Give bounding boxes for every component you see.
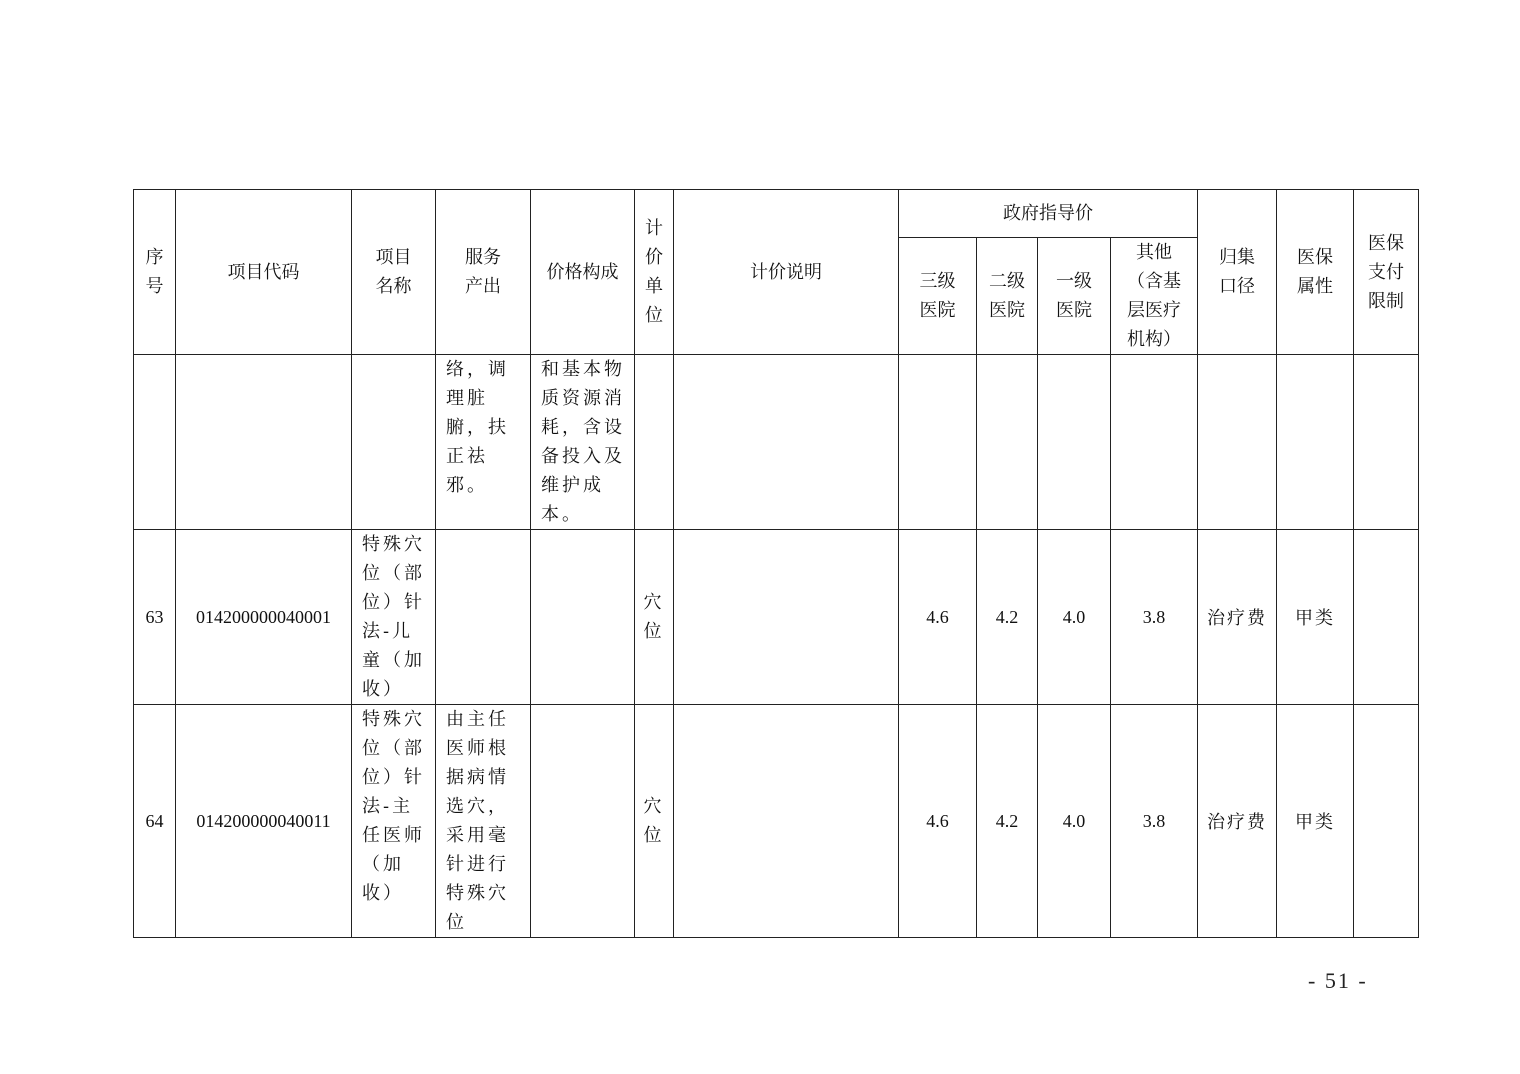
cell-seq: 64 bbox=[134, 705, 176, 938]
header-insurance-attr: 医保属性 bbox=[1277, 190, 1354, 355]
table-row bbox=[134, 530, 1419, 705]
cell-code bbox=[176, 355, 352, 530]
cell-service: 络，调理脏腑，扶正祛邪。 bbox=[436, 355, 531, 530]
cell-insurance-limit bbox=[1354, 705, 1419, 938]
cell-insurance-limit bbox=[1354, 355, 1419, 530]
header-row-1 bbox=[134, 190, 1419, 238]
cell-level2 bbox=[977, 355, 1038, 530]
cell-name: 特殊穴位（部位）针法-儿童（加收） bbox=[352, 530, 436, 705]
header-level2: 二级医院 bbox=[977, 238, 1038, 355]
cell-pricing-note bbox=[674, 705, 899, 938]
header-code: 项目代码 bbox=[176, 190, 352, 355]
header-unit: 计价单位 bbox=[635, 190, 674, 355]
cell-other: 3.8 bbox=[1111, 705, 1198, 938]
header-category: 归集口径 bbox=[1198, 190, 1277, 355]
price-table bbox=[133, 189, 1419, 938]
cell-unit: 穴位 bbox=[635, 530, 674, 705]
header-service: 服务产出 bbox=[436, 190, 531, 355]
cell-level3 bbox=[899, 355, 977, 530]
cell-insurance-limit bbox=[1354, 530, 1419, 705]
cell-service: 由主任医师根据病情选穴，采用毫针进行特殊穴位 bbox=[436, 705, 531, 938]
cell-unit: 穴位 bbox=[635, 705, 674, 938]
cell-level2: 4.2 bbox=[977, 705, 1038, 938]
cell-name bbox=[352, 355, 436, 530]
cell-insurance-attr: 甲类 bbox=[1277, 705, 1354, 938]
cell-category: 治疗费 bbox=[1198, 705, 1277, 938]
cell-seq: 63 bbox=[134, 530, 176, 705]
cell-level2: 4.2 bbox=[977, 530, 1038, 705]
cell-level1: 4.0 bbox=[1038, 530, 1111, 705]
price-table-container bbox=[133, 189, 1418, 938]
cell-pricing-note bbox=[674, 530, 899, 705]
cell-pricing-note bbox=[674, 355, 899, 530]
header-insurance-limit: 医保支付限制 bbox=[1354, 190, 1419, 355]
cell-price-composition: 和基本物质资源消耗，含设备投入及维护成本。 bbox=[531, 355, 635, 530]
header-level3: 三级医院 bbox=[899, 238, 977, 355]
table-row bbox=[134, 355, 1419, 530]
cell-level3: 4.6 bbox=[899, 705, 977, 938]
header-seq: 序号 bbox=[134, 190, 176, 355]
cell-insurance-attr bbox=[1277, 355, 1354, 530]
cell-level1: 4.0 bbox=[1038, 705, 1111, 938]
cell-unit bbox=[635, 355, 674, 530]
table-row bbox=[134, 705, 1419, 938]
cell-insurance-attr: 甲类 bbox=[1277, 530, 1354, 705]
cell-other: 3.8 bbox=[1111, 530, 1198, 705]
header-gov-price: 政府指导价 bbox=[899, 190, 1198, 238]
header-price-composition: 价格构成 bbox=[531, 190, 635, 355]
header-level1: 一级医院 bbox=[1038, 238, 1111, 355]
cell-level3: 4.6 bbox=[899, 530, 977, 705]
cell-price-composition bbox=[531, 705, 635, 938]
cell-code: 014200000040011 bbox=[176, 705, 352, 938]
cell-seq bbox=[134, 355, 176, 530]
cell-name: 特殊穴位（部位）针法-主任医师（加收） bbox=[352, 705, 436, 938]
cell-code: 014200000040001 bbox=[176, 530, 352, 705]
header-name: 项目名称 bbox=[352, 190, 436, 355]
cell-price-composition bbox=[531, 530, 635, 705]
cell-category: 治疗费 bbox=[1198, 530, 1277, 705]
header-other: 其他（含基层医疗机构） bbox=[1111, 238, 1198, 355]
cell-category bbox=[1198, 355, 1277, 530]
cell-service bbox=[436, 530, 531, 705]
page-number: - 51 - bbox=[1308, 968, 1368, 993]
cell-level1 bbox=[1038, 355, 1111, 530]
cell-other bbox=[1111, 355, 1198, 530]
header-pricing-note: 计价说明 bbox=[674, 190, 899, 355]
